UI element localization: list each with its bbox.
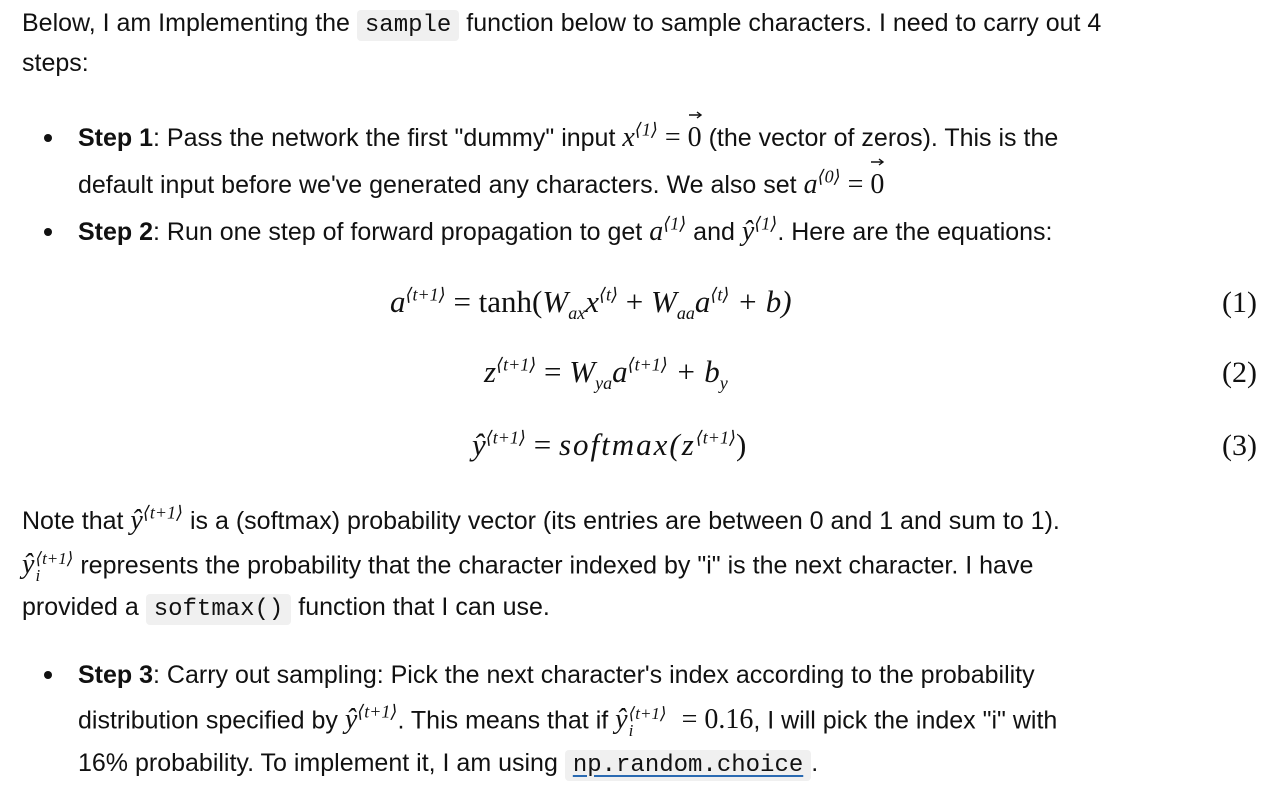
step-text: and [686,218,742,246]
bullet-icon [44,134,52,142]
bullet-icon [44,228,52,236]
equation-number: (1) [1222,286,1257,319]
step-text: : Run one step of forward propagation to get [153,218,650,246]
step-3-line-3 [78,748,818,781]
vector-arrow-icon [689,111,703,119]
inline-code-softmax: softmax() [146,594,292,625]
step-text: , I will pick the index "i" with [753,706,1058,735]
note-line-3 [22,592,550,625]
math: $x^{⟨1⟩}$ [622,119,658,153]
step-label: Step 3 [78,661,154,689]
step-text: (the vector of zeros). This is the [701,124,1059,152]
step-label: Step 2 [78,218,154,246]
math: $ŷ^{⟨t+1⟩}$ [130,502,184,536]
vector-arrow-icon [871,158,885,166]
equation-2: $z^{⟨t+1⟩} = W_{ya}a^{⟨t+1⟩} + b_y$ [484,354,728,394]
step-text: . [811,749,819,777]
step-1-line-1 [78,119,1059,153]
math: = 0.16 [674,704,754,736]
note-text: function that I can use. [291,593,550,621]
note-text: Note that [22,507,131,535]
math: = [657,122,688,153]
step-2-line [78,213,1053,247]
math: $ŷ^{⟨1⟩}$ [741,213,778,247]
intro-line-2: steps: [22,49,89,77]
note-text: is a (softmax) probability vector (its entries are between 0 and 1 and sum to 1). [183,507,1060,535]
step-1-line-2 [78,166,885,200]
intro-line-1 [22,8,1101,41]
note-text: provided a [22,593,146,621]
math: = [840,169,871,200]
step-3-line-1 [78,660,1035,690]
math: $a^{⟨0⟩}$ [803,166,841,200]
step-text: . This means that if [397,706,616,735]
inline-code-sample: sample [357,10,459,41]
step-text: : Pass the network the first "dummy" input [153,124,623,152]
step-text: . Here are the equations: [777,218,1053,246]
np-random-choice-link[interactable]: np.random.choice [565,750,811,781]
note-line-1 [22,502,1060,536]
math: $a^{⟨1⟩}$ [649,213,687,247]
equation-number: (3) [1222,429,1257,462]
equation-1: $a^{⟨t+1⟩} = \tanh(W_{ax}x^{⟨t⟩} + W_{aa}a^{⟨t⟩} + b)$ [390,284,792,324]
math: ŷ ⟨t+1⟩ i [22,549,74,585]
step-text: default input before we've generated any characters. We also set [78,171,804,199]
math: ŷ ⟨t+1⟩ i [615,704,667,740]
equation-3: $ŷ^{⟨t+1⟩}$ = $softmax(z^{⟨t+1⟩})$ [472,427,747,462]
intro-text: Below, I am Implementing the [22,9,357,37]
step-text: : Carry out sampling: Pick the next character's index according to the probability [153,661,1035,689]
math: $ŷ^{⟨t+1⟩}$ [344,702,398,736]
zero-vector: 0 [688,123,702,153]
step-text: 16% probability. To implement it, I am using [78,749,565,777]
note-line-2 [22,550,1033,584]
equation-number: (2) [1222,356,1257,389]
step-3-line-2 [78,702,1058,740]
step-label: Step 1 [78,124,154,152]
bullet-icon [44,671,52,679]
zero-vector: 0 [870,170,884,200]
note-text: represents the probability that the character indexed by "i" is the next character. I have [73,551,1034,580]
step-text: distribution specified by [78,706,345,735]
intro-text: function below to sample characters. I need to carry out 4 [459,9,1102,37]
